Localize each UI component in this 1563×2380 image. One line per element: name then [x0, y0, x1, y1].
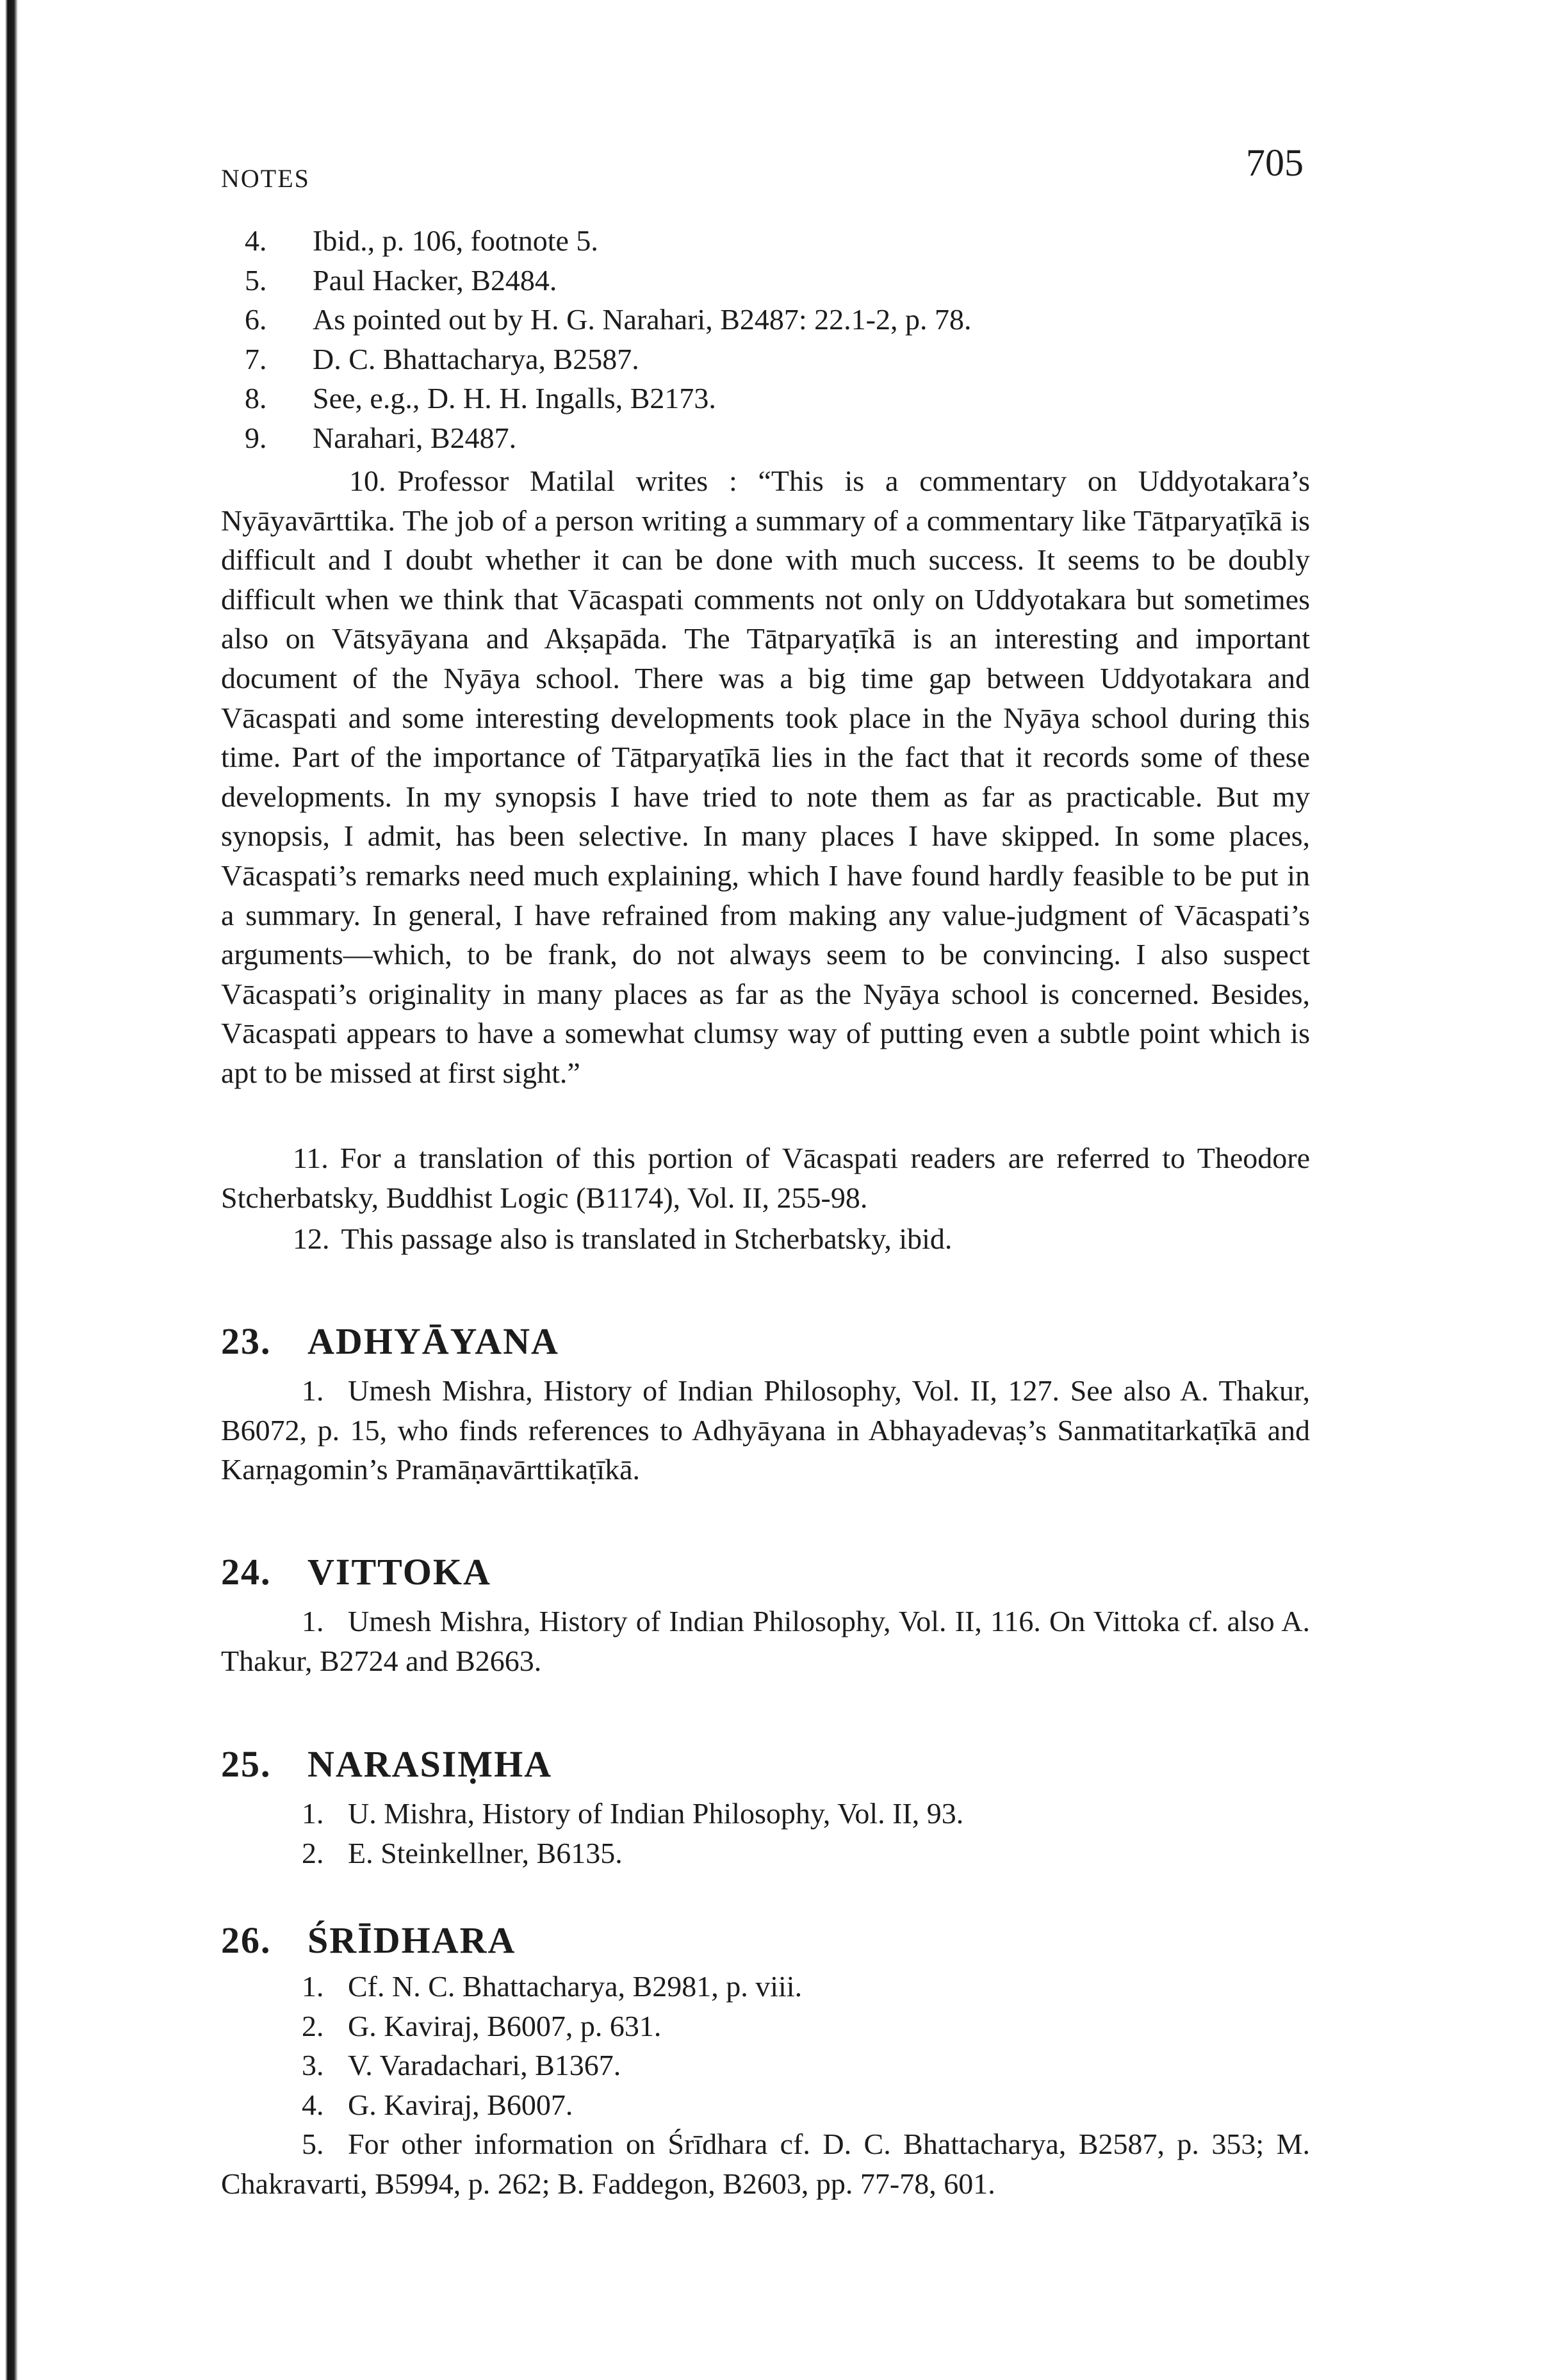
note-12-number: 12. [293, 1222, 330, 1255]
book-spine-shadow [0, 0, 19, 2380]
section-heading-26: 26. ŚRĪDHARA [221, 1919, 516, 1961]
note-5: 5. Paul Hacker, B2484. [245, 263, 557, 297]
section-26-notes [221, 1967, 1310, 2124]
section-26-note-5: 5. For other information on Śrīdhara cf. D. C. Bhattacharya, B2587, p. 353; M. Chakravarti, B5994, p. 262; B. Faddegon, B2603, pp. 77-78, 601. [221, 2128, 1310, 2200]
section-24-notes [221, 1602, 1310, 1680]
note-10 [221, 461, 1310, 1093]
section-heading-25: 25. NARASIṂHA [221, 1743, 553, 1785]
note-7: 7. D. C. Bhattacharya, B2587. [245, 342, 639, 375]
section-heading-23: 23. ADHYĀYANA [221, 1320, 559, 1362]
running-head: NOTES [221, 164, 310, 193]
note-12 [221, 1219, 1310, 1259]
notes-list-continued [221, 221, 1310, 458]
section-26-note-4: 4. G. Kaviraj, B6007. [302, 2088, 573, 2121]
section-26-note-2: 2. G. Kaviraj, B6007, p. 631. [302, 2009, 662, 2042]
note-11 [221, 1138, 1310, 1217]
section-23-notes [221, 1371, 1310, 1490]
section-23-note-1: 1. Umesh Mishra, History of Indian Philosophy, Vol. II, 127. See also A. Thakur, B6072, p. 15, who finds references to Adhyāyana in Abhayadevaṣ’s Sanmatitarkaṭīkā and Karṇagomin’s Pramāṇavārttikaṭīkā. [221, 1374, 1310, 1486]
note-10-text: Professor Matilal writes : “This is a commentary on Uddyotakara’s Nyāyavārttika. The job of a person writing a summary of a commentary like Tātparyaṭīkā is difficult and I doubt whether it can be done with much success. It seems to be doubly difficult when we think that Vācaspati comments not only on Uddyotakara but sometimes also on Vātsyāyana and Akṣapāda. The Tātparyaṭīkā is an interesting and important document of the Nyāya school. There was a big time gap between Uddyotakara and Vācaspati and some interesting developments took place in the Nyāya school during this time. Part of the importance of Tātparyaṭīkā lies in the fact that it records some of these developments. In my synopsis I have tried to note them as far as practicable. But my synopsis, I admit, has been selective. In many places I have skipped. In some places, Vācaspati’s remarks need much explaining, which I have found hardly feasible to be put in a summary. In general, I have refrained from making any value-judgment of Vācaspati’s arguments—which, to be frank, do not always seem to be convincing. I also suspect Vācaspati’s originality in many places as far as the Nyāya school is concerned. Besides, Vācaspati appears to have a somewhat clumsy way of putting even a subtle point which is apt to be missed at first sight.” [221, 464, 1310, 1089]
note-4: 4. Ibid., p. 106, footnote 5. [245, 224, 598, 257]
section-26-note-1: 1. Cf. N. C. Bhattacharya, B2981, p. viii. [302, 1970, 803, 2003]
section-26-note-5-block [221, 2124, 1310, 2203]
note-10-number: 10. [349, 464, 386, 497]
section-heading-24: 24. VITTOKA [221, 1551, 491, 1593]
note-11-number: 11. [293, 1142, 329, 1174]
section-25-note-2: 2. E. Steinkellner, B6135. [302, 1836, 623, 1869]
note-11-text: For a translation of this portion of Vācaspati readers are referred to Theodore Stcherbatsky, Buddhist Logic (B1174), Vol. II, 255-98. [221, 1142, 1310, 1214]
note-9: 9. Narahari, B2487. [245, 421, 517, 454]
page-number: 705 [1246, 142, 1304, 184]
note-6: 6. As pointed out by H. G. Narahari, B2487: 22.1-2, p. 78. [245, 303, 972, 336]
section-26-note-3: 3. V. Varadachari, B1367. [302, 2049, 621, 2082]
note-8: 8. See, e.g., D. H. H. Ingalls, B2173. [245, 382, 716, 415]
section-24-note-1: 1. Umesh Mishra, History of Indian Philosophy, Vol. II, 116. On Vittoka cf. also A. Thakur, B2724 and B2663. [221, 1605, 1310, 1677]
section-25-note-1: 1. U. Mishra, History of Indian Philosophy, Vol. II, 93. [302, 1797, 964, 1830]
section-25-notes [221, 1794, 1310, 1873]
note-12-text: This passage also is translated in Stcherbatsky, ibid. [341, 1222, 953, 1255]
